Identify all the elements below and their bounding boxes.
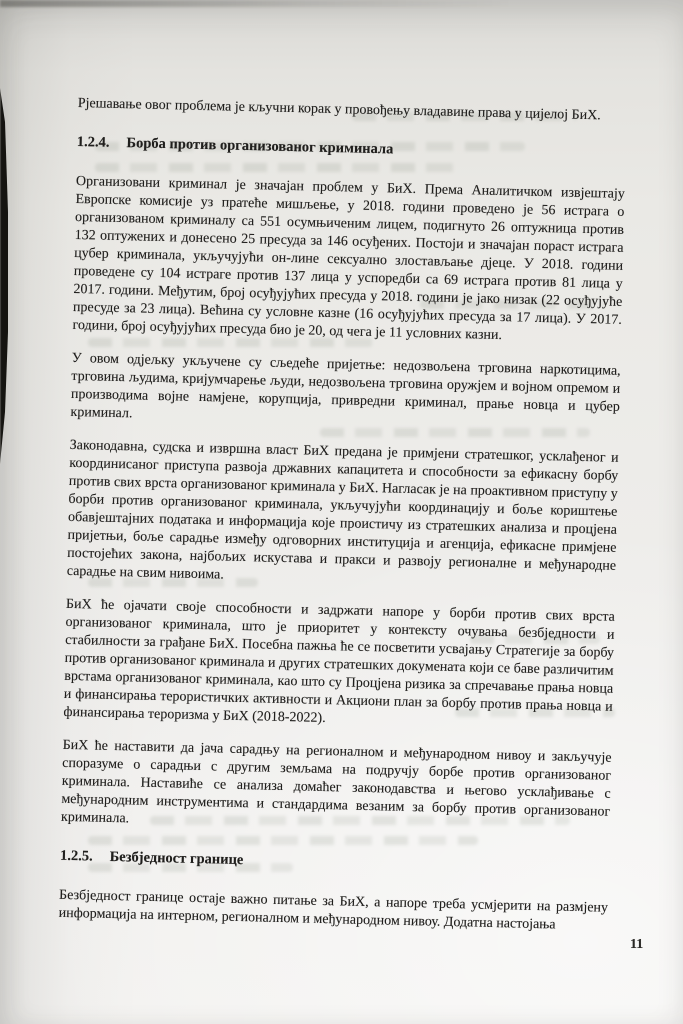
section-title: Борба против организованог криминала (126, 135, 394, 158)
section-heading-1-2-4 (77, 133, 626, 165)
paragraph-organized-crime-stats: Организовани криминал је значајан проблем у БиХ. Према Аналитичком извјештају Европске комисије уз пратеће мишљење, у 2018. години проведено је 56 истрага о организованом криминалу са 551 осумњиченим лицем, подигнуто 26 оптужница против 132 оптужених и донесено 25 пресуда за 146 осуђених. Постоји и значајан пораст истрага цубер криминала, укључујући он-лине сексуално злостављање дјеце. У 2018. години проведене су 104 истраге против 137 лица у успоредби са 69 истрага против 81 лица у 2017. години. Међутим, број осуђујућих пресуда у 2018. години је јако низак (22 осуђујуће пресуде за 23 лица). Већина су условне казне (16 осуђујућих пресуда за 17 лица). У 2017. години, број осуђујућих пресуда био је 20, од чега је 11 условних казни. (72, 173, 625, 344)
page-number: 11 (630, 937, 644, 952)
page-left-edge-shadow (0, 80, 12, 472)
paragraph-strategic-approach: Законодавна, судска и извршна власт БиХ предана је примјени стратешког, усклађеног и координисаног приступа развоја државних капацитета и способности за ефикасну борбу против свих врста организованог криминала у БиХ. Нагласак је на проактивном приступу у борби против организованог криминала, укључујући координацију и боље кориштење обавјештајних података и информација које проистичу из стратешких анализа и процјена пријетњи, боље сарадње између одговорних институција и агенција, ефикасне примјене постојећих закона, најбољих искустава и пракси и развоју регионалне и међународне сарадње на свим нивоима. (66, 437, 619, 583)
paragraph-threats-list: У овом одјељку укључене су сљедеће пријетње: недозвољена трговина наркотицима, трговина људима, кријумчарење људи, недозвољена трговина оружјем и војном опремом и производима војне намјене, корупција, привредни криминал, прање новца и цубер криминал. (70, 350, 621, 422)
paragraph-regional-cooperation: БиХ ће наставити да јача сарадњу на регионалном и међународном нивоу и закључује споразуме о сарадњи с другим земљама на подручју борбе против организованог криминала. Наставиће се анализа домаћег законодавства и његово усклађивање с међународним инструментима и стандардима везаним за борбу против организованог криминала. (60, 737, 612, 827)
intro-paragraph: Рјешавање овог проблема је кључни корак у провођењу владавине права у цијелој БиХ. (77, 95, 601, 124)
section-number: 1.2.5. (59, 847, 93, 865)
section-number: 1.2.4. (76, 133, 110, 151)
photo-top-edge-shadow (0, 0, 683, 7)
section-heading-1-2-5 (60, 847, 609, 879)
paragraph-capacity-strengthening: БиХ ће ојачати своје способности и задржати напоре у борби против свих врста организованог криминала, што је приоритет у контексту очувања безбједности и стабилности за грађане БиХ. Посебна пажња ће се посветити усвајању Стратегије за борбу против организованог криминала и других стратешких докумената који се баве различитим врстама организованог криминала, као што су Процјена ризика за спречавање прања новца и финансирања терористичких активности и Акциони план за борбу против прања новца и финансирања тероризма у БиХ (2018-2022). (63, 596, 616, 727)
document-content (58, 95, 627, 951)
paragraph-border-security: Безбједност границе остаје важно питање за БиХ, а напоре треба усмјерити на размјену информација на интерном, регионалном и међународном нивоу. Додатна настојања (58, 887, 609, 933)
section-title: Безбједност границе (109, 848, 244, 869)
